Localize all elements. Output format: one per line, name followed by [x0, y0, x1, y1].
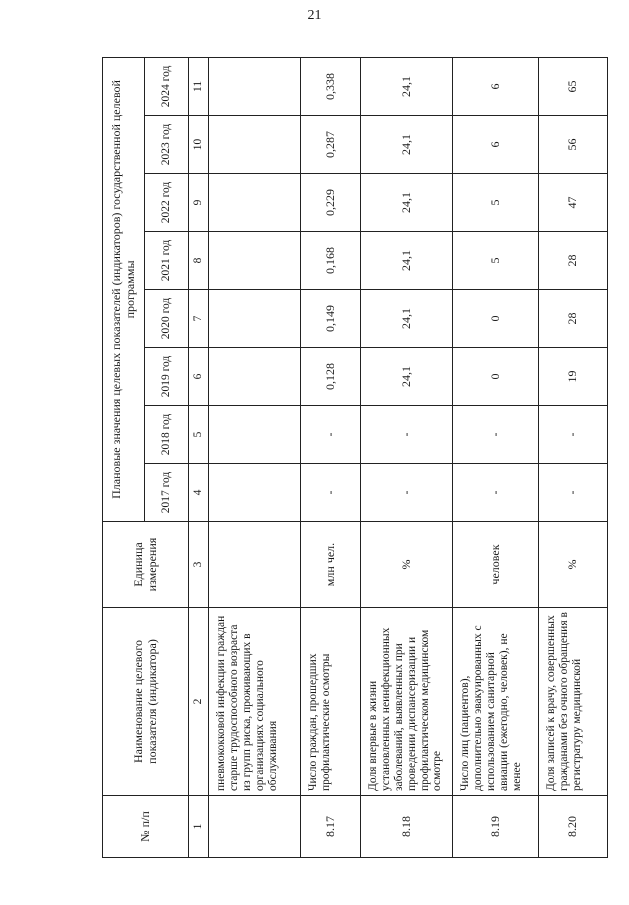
header-year: 2021 год	[145, 232, 189, 290]
row-value: 47	[539, 174, 608, 232]
row-num: 8.19	[453, 796, 539, 858]
column-number: 3	[189, 522, 209, 608]
column-number: 5	[189, 406, 209, 464]
row-value: 19	[539, 348, 608, 406]
row-value: 0	[453, 348, 539, 406]
row-value: 28	[539, 290, 608, 348]
row-value	[209, 116, 301, 174]
header-year: 2020 год	[145, 290, 189, 348]
row-value	[209, 348, 301, 406]
row-value: 0,229	[301, 174, 361, 232]
row-value: -	[539, 464, 608, 522]
row-value	[209, 174, 301, 232]
column-number: 8	[189, 232, 209, 290]
row-unit: %	[539, 522, 608, 608]
rotated-table	[102, 58, 607, 858]
column-number: 7	[189, 290, 209, 348]
row-value: -	[301, 406, 361, 464]
header-unit: Единица измерения	[103, 522, 189, 608]
row-unit: человек	[453, 522, 539, 608]
header-num: № п/п	[103, 796, 189, 858]
column-number: 10	[189, 116, 209, 174]
row-value: 28	[539, 232, 608, 290]
row-value	[209, 57, 301, 115]
column-number: 9	[189, 174, 209, 232]
row-value: 65	[539, 57, 608, 115]
row-num: 8.20	[539, 796, 608, 858]
column-number: 6	[189, 348, 209, 406]
column-number: 4	[189, 464, 209, 522]
table-row	[361, 57, 453, 857]
row-num: 8.18	[361, 796, 453, 858]
row-unit	[209, 522, 301, 608]
row-unit: %	[361, 522, 453, 608]
row-value: 24,1	[361, 57, 453, 115]
header-name: Наименование целевого показателя (индикатора)	[103, 608, 189, 796]
row-value	[209, 406, 301, 464]
table-row	[209, 57, 301, 857]
row-name: Число лиц (пациентов), дополнительно эвакуированных с использованием санитарной авиации (ежегодно, человек), не менее	[453, 608, 539, 796]
header-planned: Плановые значения целевых показателей (индикаторов) государственной целевой программы	[103, 57, 145, 521]
row-value: 0,338	[301, 57, 361, 115]
row-value: 24,1	[361, 348, 453, 406]
header-year: 2022 год	[145, 174, 189, 232]
row-value: 24,1	[361, 232, 453, 290]
row-value: 6	[453, 57, 539, 115]
row-value	[209, 290, 301, 348]
row-value	[209, 232, 301, 290]
column-numbers-row	[189, 57, 209, 857]
row-num: 8.17	[301, 796, 361, 858]
column-number: 2	[189, 608, 209, 796]
row-unit: млн чел.	[301, 522, 361, 608]
table-row	[453, 57, 539, 857]
row-num	[209, 796, 301, 858]
row-value: 0,287	[301, 116, 361, 174]
row-value: 0,168	[301, 232, 361, 290]
row-value: -	[453, 464, 539, 522]
row-value: 56	[539, 116, 608, 174]
row-name: пневмококковой инфекции граждан старше трудоспособного возраста из групп риска, проживающих в организациях социального обслуживания	[209, 608, 301, 796]
row-value: 0,128	[301, 348, 361, 406]
column-number: 1	[189, 796, 209, 858]
row-value: 5	[453, 232, 539, 290]
row-value: 0	[453, 290, 539, 348]
row-value: 24,1	[361, 174, 453, 232]
row-value: 24,1	[361, 290, 453, 348]
row-value: -	[453, 406, 539, 464]
row-value: 24,1	[361, 116, 453, 174]
header-year: 2023 год	[145, 116, 189, 174]
row-name: Доля впервые в жизни установленных неинфекционных заболеваний, выявленных при проведении диспансеризации и профилактическом медицинском осмотре	[361, 608, 453, 796]
row-value: 0,149	[301, 290, 361, 348]
header-year: 2024 год	[145, 57, 189, 115]
column-number: 11	[189, 57, 209, 115]
row-value: -	[361, 406, 453, 464]
row-value: 5	[453, 174, 539, 232]
page-number: 21	[307, 8, 322, 23]
row-name: Число граждан, прошедших профилактические осмотры	[301, 608, 361, 796]
row-value: -	[301, 464, 361, 522]
table-row	[301, 57, 361, 857]
table-row	[539, 57, 608, 857]
document-table-container	[102, 58, 607, 858]
header-year: 2017 год	[145, 464, 189, 522]
indicators-table	[102, 57, 608, 858]
row-value	[209, 464, 301, 522]
header-year: 2019 год	[145, 348, 189, 406]
row-value: -	[361, 464, 453, 522]
row-value: -	[539, 406, 608, 464]
header-year: 2018 год	[145, 406, 189, 464]
row-value: 6	[453, 116, 539, 174]
row-name: Доля записей к врачу, совершенных гражданами без очного обращения в регистратуру медицинской	[539, 608, 608, 796]
